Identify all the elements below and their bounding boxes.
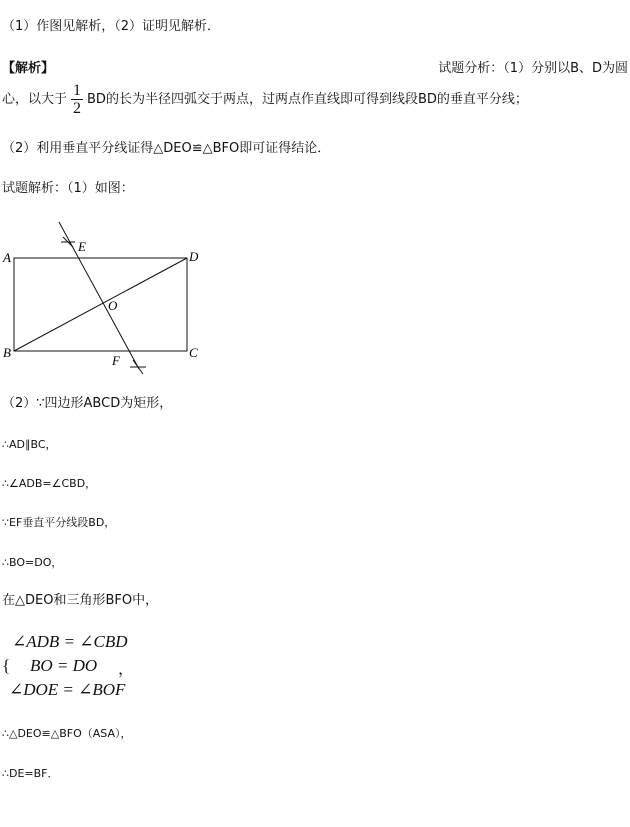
arc-mark-lower: [130, 360, 146, 374]
proof-step-2: ∴AD∥BC，: [2, 438, 57, 451]
label-b: B: [3, 345, 11, 360]
system-row-1: ∠ADB = ∠CBD: [12, 632, 128, 651]
diagonal-bd: [14, 258, 187, 351]
label-c: C: [189, 345, 198, 360]
analysis-line-2-prefix: 心，以大于: [2, 92, 68, 107]
proof-step-5: ∴BO=DO，: [2, 556, 63, 569]
system-row-2: BO = DO: [30, 656, 98, 675]
answer-line: （1）作图见解析，（2）证明见解析．: [2, 19, 221, 34]
label-d: D: [189, 249, 199, 264]
analysis-line-2: [2, 82, 528, 116]
rectangle-construction-figure: [0, 215, 215, 380]
system-row-3: ∠DOE = ∠BOF: [9, 680, 126, 699]
proof-step-6: 在△DEO和三角形BFO中，: [2, 593, 159, 608]
fraction-denominator: 2: [73, 100, 82, 117]
analysis-intro: 试题分析：（1）分别以B、D为圆: [438, 61, 628, 76]
label-f: F: [112, 353, 120, 368]
proof-step-8: ∴DE=BF．: [2, 767, 59, 780]
solution-header: 试题解析：（1）如图：: [2, 181, 134, 196]
fraction-numerator: 1: [73, 82, 82, 99]
one-half-fraction: [71, 82, 83, 117]
analysis-header: 【解析】: [2, 61, 55, 76]
system-brace: {: [2, 656, 11, 675]
system-comma: ，: [118, 661, 135, 678]
proof-step-4: ∵EF垂直平分线段BD，: [2, 516, 116, 529]
label-o: O: [108, 298, 118, 313]
proof-step-7: ∴△DEO≌△BFO（ASA），: [2, 727, 132, 740]
label-e: E: [78, 239, 86, 254]
proof-step-1: （2）∵四边形ABCD为矩形，: [2, 396, 173, 411]
perpendicular-bisector-ef: [59, 222, 139, 369]
analysis-line-3: （2）利用垂直平分线证得△DEO≌△BFO即可证得结论．: [2, 141, 331, 156]
analysis-line-2-suffix: BD的长为半径四弧交于两点，过两点作直线即可得到线段BD的垂直平分线；: [87, 92, 528, 107]
proof-step-3: ∴∠ADB=∠CBD，: [2, 477, 97, 490]
label-a: A: [3, 250, 11, 265]
